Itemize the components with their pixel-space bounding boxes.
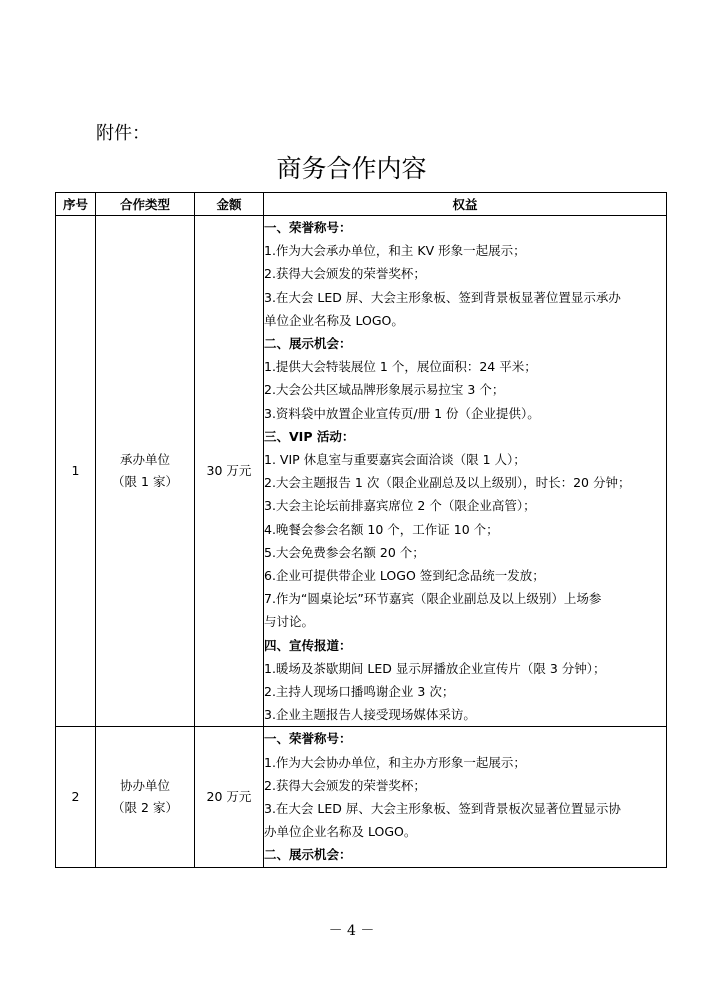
attachment-label: 附件：: [96, 123, 150, 144]
benefit-item: 2.大会主题报告 1 次（限企业副总及以上级别），时长：20 分钟；: [264, 475, 631, 491]
benefit-heading: 二、展示机会：: [264, 847, 352, 863]
benefit-item: 办单位企业名称及 LOGO。: [264, 824, 417, 840]
benefit-item: 3.企业主题报告人接受现场媒体采访。: [264, 707, 476, 723]
header-cooperation-type: 合作类型: [96, 193, 195, 216]
table-row: [56, 216, 667, 727]
benefit-item: 6.企业可提供带企业 LOGO 签到纪念品统一发放；: [264, 568, 545, 584]
header-number: 序号: [56, 193, 96, 216]
cooperation-type-limit: （限 1 家）: [112, 474, 178, 490]
benefits-cell: [264, 216, 667, 727]
cooperation-type-name: 协办单位: [119, 778, 170, 794]
benefit-item: 单位企业名称及 LOGO。: [264, 312, 404, 328]
benefit-item: 3.在大会 LED 屏、大会主形象板、签到背景板显著位置显示承办: [264, 289, 621, 305]
benefit-heading: 二、展示机会：: [264, 336, 352, 352]
row-number: 2: [56, 727, 96, 867]
document-title: 商务合作内容: [276, 154, 427, 183]
table-row: [56, 727, 667, 867]
business-cooperation-table: [55, 192, 667, 868]
row-number: 1: [56, 216, 96, 727]
header-amount: 金额: [195, 193, 264, 216]
benefit-heading: 三、VIP 活动：: [264, 428, 355, 444]
benefit-item: 1.作为大会承办单位，和主 KV 形象一起展示；: [264, 243, 526, 259]
benefit-item: 1.作为大会协办单位，和主办方形象一起展示；: [264, 754, 526, 770]
benefit-item: 1.提供大会特装展位 1 个，展位面积：24 平米；: [264, 359, 537, 375]
table-header-row: [56, 193, 667, 216]
benefit-heading: 四、宣传报道：: [264, 637, 352, 653]
benefit-heading: 一、荣誉称号：: [264, 220, 352, 235]
benefits-cell: [264, 727, 667, 867]
benefit-item: 3.资料袋中放置企业宣传页/册 1 份（企业提供）。: [264, 405, 540, 421]
amount-cell: 30 万元: [195, 216, 264, 727]
cooperation-type-limit: （限 2 家）: [112, 800, 178, 816]
benefit-item: 3.在大会 LED 屏、大会主形象板、签到背景板次显著位置显示协: [264, 801, 621, 817]
benefit-item: 2.获得大会颁发的荣誉奖杯；: [264, 777, 426, 793]
benefit-item: 1. VIP 休息室与重要嘉宾会面洽谈（限 1 人）；: [264, 452, 526, 468]
page-number: － 4 －: [328, 923, 375, 939]
benefit-item: 4.晚餐会参会名额 10 个，工作证 10 个；: [264, 521, 499, 537]
benefit-item: 2.主持人现场口播鸣谢企业 3 次；: [264, 684, 455, 700]
benefit-item: 与讨论。: [264, 614, 315, 630]
cooperation-type-cell: [96, 216, 195, 727]
benefit-heading: 一、荣誉称号：: [264, 731, 352, 747]
benefit-item: 5.大会免费参会名额 20 个；: [264, 544, 425, 560]
benefit-item: 2.获得大会颁发的荣誉奖杯；: [264, 266, 426, 282]
amount-cell: 20 万元: [195, 727, 264, 867]
benefit-item: 3.大会主论坛前排嘉宾席位 2 个（限企业高管）；: [264, 498, 536, 514]
benefit-item: 1.暖场及茶歇期间 LED 显示屏播放企业宣传片（限 3 分钟）；: [264, 660, 606, 676]
header-benefits: 权益: [264, 193, 667, 216]
cooperation-type-name: 承办单位: [119, 452, 170, 468]
benefit-item: 2.大会公共区域品牌形象展示易拉宝 3 个；: [264, 382, 505, 398]
cooperation-type-cell: [96, 727, 195, 867]
benefit-item: 7.作为“圆桌论坛”环节嘉宾（限企业副总及以上级别）上场参: [264, 591, 602, 607]
